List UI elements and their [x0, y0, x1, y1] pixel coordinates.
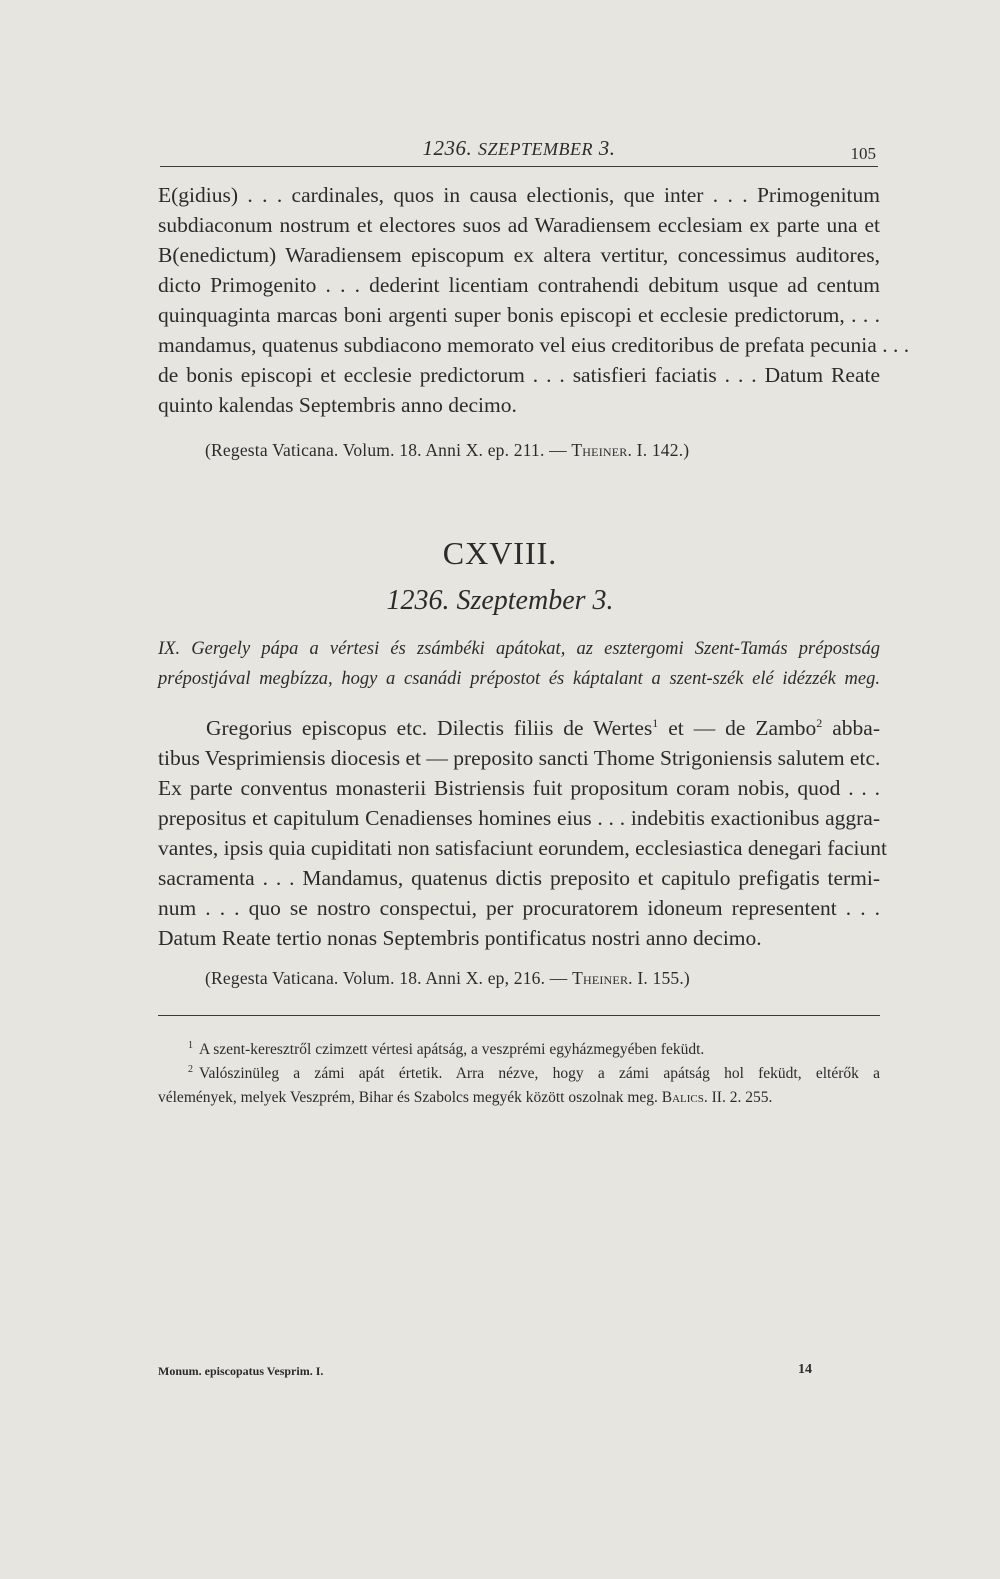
text-line: quinto kalendas Septembris anno decimo.: [158, 393, 517, 417]
footnote-2-continued: vélemények, melyek Veszprém, Bihar és Szabolcs megyék között oszolnak meg. Balics. II. 2. 255.: [158, 1089, 773, 1106]
footnote-1: $^1$ A szent-keresztről czimzett vértesi apátság, a veszprémi egyházmegyében feküdt.: [188, 1039, 705, 1058]
paragraph-1: [158, 180, 910, 420]
text-line: Ex parte conventus monasterii Bistriensis fuit propositum coram nobis, quod . . .: [158, 776, 880, 800]
summary-line: IX. Gergely pápa a vértesi és zsámbéki apátokat, az esztergomi Szent-Tamás prépostság: [158, 639, 880, 659]
summary-line: prépostjával megbízza, hogy a csanádi prépostot és káptalant a szent-szék elé idézzék meg.: [158, 669, 880, 689]
running-month: SZEPTEMBER: [478, 139, 593, 159]
text-line: Gregorius episcopus etc. Dilectis filiis de Wertes$^1$ et — de Zambo$^2$ abba-: [206, 715, 880, 740]
footnote-divider: [158, 1015, 880, 1016]
text-line: num . . . quo se nostro conspectui, per procuratorem idoneum representent . . .: [158, 896, 880, 920]
page-number: 105: [850, 144, 876, 163]
footnotes: [158, 1038, 880, 1110]
paragraph-2: [158, 713, 887, 953]
text-line: Datum Reate tertio nonas Septembris pontificatus nostri anno decimo.: [158, 926, 762, 950]
text-line: tibus Vesprimiensis diocesis et — preposito sancti Thome Strigoniensis salutem etc.: [158, 746, 881, 770]
citation-author: Theiner.: [572, 968, 633, 988]
citation-1: (Regesta Vaticana. Volum. 18. Anni X. ep. 211. — Theiner. I. 142.): [205, 440, 690, 460]
text-line: quinquaginta marcas boni argenti super bonis episcopi et ecclesie predictorum, . . .: [158, 303, 880, 327]
document-summary: [158, 634, 880, 694]
footnote-2: $^2$ Valószinüleg a zámi apát értetik. Arra nézve, hogy a zámi apátság hol feküdt, eltérők a: [188, 1063, 880, 1082]
document-number: CXVIII.: [442, 535, 558, 571]
text-line: prepositus et capitulum Cenadienses homines eius . . . indebitis exactionibus aggra-: [158, 806, 880, 830]
text-line: de bonis episcopi et ecclesie predictorum . . . satisfieri faciatis . . . Datum Reate: [158, 363, 880, 387]
footnote-ref: 2: [816, 715, 823, 730]
citation-2: (Regesta Vaticana. Volum. 18. Anni X. ep, 216. — Theiner. I. 155.): [205, 968, 690, 988]
running-head: 1236. SZEPTEMBER 3.: [422, 136, 616, 160]
signature-number: 14: [798, 1362, 812, 1377]
text-line: B(enedictum) Waradiensem episcopum ex altera vertitur, concessimus auditores,: [158, 243, 880, 267]
document-date: 1236. Szeptember 3.: [386, 585, 614, 616]
footnote-ref: 1: [652, 715, 659, 730]
text-line: dicto Primogenito . . . dederint licentiam contrahendi debitum usque ad centum: [158, 273, 880, 297]
citation-author: Theiner.: [571, 440, 633, 460]
page-header: [160, 132, 878, 167]
footnote-author: Balics.: [661, 1089, 708, 1106]
text-line: E(gidius) . . . cardinales, quos in causa electionis, que inter . . . Primogenitum: [158, 183, 880, 207]
text-line: mandamus, quatenus subdiacono memorato vel eius creditoribus de prefata pecunia . . .: [158, 333, 910, 357]
text-line: subdiaconum nostrum et electores suos ad Waradiensem ecclesiam ex parte una et: [158, 213, 880, 237]
text-line: sacramenta . . . Mandamus, quatenus dictis preposito et capitulo prefigatis termi-: [158, 866, 880, 890]
text-line: vantes, ipsis quia cupiditati non satisfaciunt eorundem, ecclesiastica denegari faciunt: [158, 836, 887, 860]
signature-line: Monum. episcopatus Vesprim. I.: [158, 1364, 324, 1378]
